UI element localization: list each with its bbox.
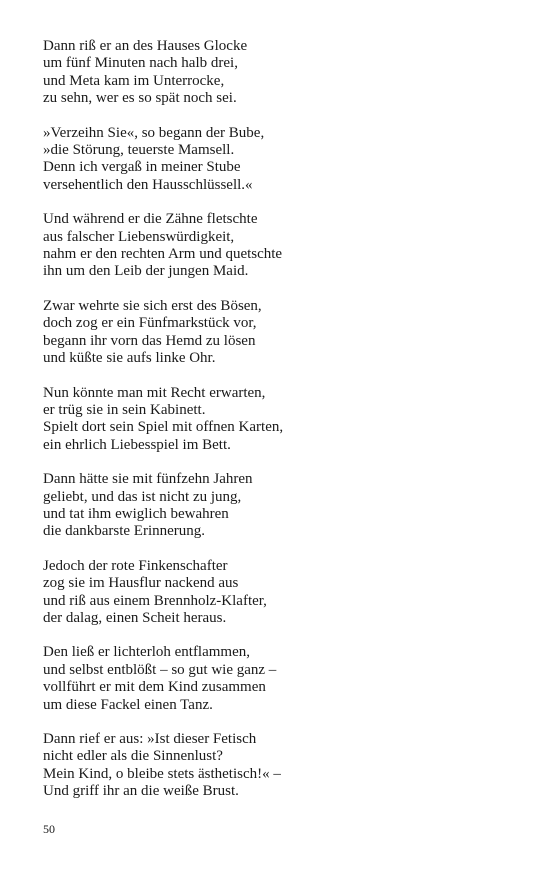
- poem-line: die dankbarste Erinnerung.: [43, 523, 206, 540]
- poem-line: »die Störung, teuerste Mamsell.: [43, 142, 235, 159]
- poem-line: Den ließ er lichterloh entflammen,: [43, 644, 251, 661]
- poem-line: und küßte sie aufs linke Ohr.: [43, 350, 216, 367]
- poem-line: geliebt, und das ist nicht zu jung,: [43, 488, 242, 505]
- poem-line: Spielt dort sein Spiel mit offnen Karten,: [43, 419, 284, 436]
- poem-line: nahm er den rechten Arm und quetschte: [43, 246, 283, 263]
- stanza-4: [43, 298, 523, 368]
- stanza-9: [43, 731, 523, 801]
- stanza-7: [43, 558, 523, 628]
- page-number: 50: [43, 822, 55, 836]
- poem-line: begann ihr vorn das Hemd zu lösen: [43, 332, 256, 349]
- stanza-8: [43, 644, 523, 714]
- poem-line: und riß aus einem Brennholz-Klafter,: [43, 592, 267, 609]
- poem-line: er trüg sie in sein Kabinett.: [43, 401, 206, 418]
- poem-line: Dann riß er an des Hauses Glocke: [43, 38, 248, 54]
- poem-line: zog sie im Hausflur nackend aus: [43, 575, 239, 592]
- poem-line: Dann hätte sie mit fünfzehn Jahren: [43, 471, 253, 488]
- poem-line: zu sehn, wer es so spät noch sei.: [43, 90, 237, 107]
- stanza-6: [43, 471, 523, 541]
- stanza-3: [43, 211, 523, 281]
- poem-line: doch zog er ein Fünfmarkstück vor,: [43, 315, 257, 332]
- poem-line: Jedoch der rote Finkenschafter: [43, 557, 228, 574]
- poem-line: ihn um den Leib der jungen Maid.: [43, 263, 249, 280]
- poem-line: ein ehrlich Liebesspiel im Bett.: [43, 436, 231, 453]
- poem-line: Nun könnte man mit Recht erwarten,: [43, 384, 266, 401]
- poem-line: der dalag, einen Scheit heraus.: [43, 609, 227, 626]
- poem-line: Dann rief er aus: »Ist dieser Fetisch: [43, 731, 257, 747]
- poem-line: Denn ich vergaß in meiner Stube: [43, 159, 241, 176]
- poem-line: Mein Kind, o bleibe stets ästhetisch!« –: [43, 765, 281, 782]
- poem-line: vollführt er mit dem Kind zusammen: [43, 679, 266, 696]
- poem-line: um diese Fackel einen Tanz.: [43, 696, 213, 713]
- poem-line: und tat ihm ewiglich bewahren: [43, 505, 229, 522]
- poem-line: »Verzeihn Sie«, so begann der Bube,: [43, 124, 265, 141]
- poem-line: nicht edler als die Sinnenlust?: [43, 748, 223, 765]
- poem-line: Zwar wehrte sie sich erst des Bösen,: [43, 297, 262, 314]
- poem-line: versehentlich den Hausschlüssell.«: [43, 176, 253, 193]
- poem-line: Und während er die Zähne fletschte: [43, 211, 258, 228]
- poem-line: aus falscher Liebenswürdigkeit,: [43, 228, 235, 245]
- stanza-5: [43, 385, 523, 455]
- poem-line: und selbst entblößt – so gut wie ganz –: [43, 661, 277, 678]
- poem-line: um fünf Minuten nach halb drei,: [43, 55, 238, 72]
- poem-body: [43, 38, 523, 818]
- stanza-1: [43, 38, 523, 108]
- stanza-2: [43, 125, 523, 195]
- poem-line: Und griff ihr an die weiße Brust.: [43, 783, 239, 800]
- poem-line: und Meta kam im Unterrocke,: [43, 72, 225, 89]
